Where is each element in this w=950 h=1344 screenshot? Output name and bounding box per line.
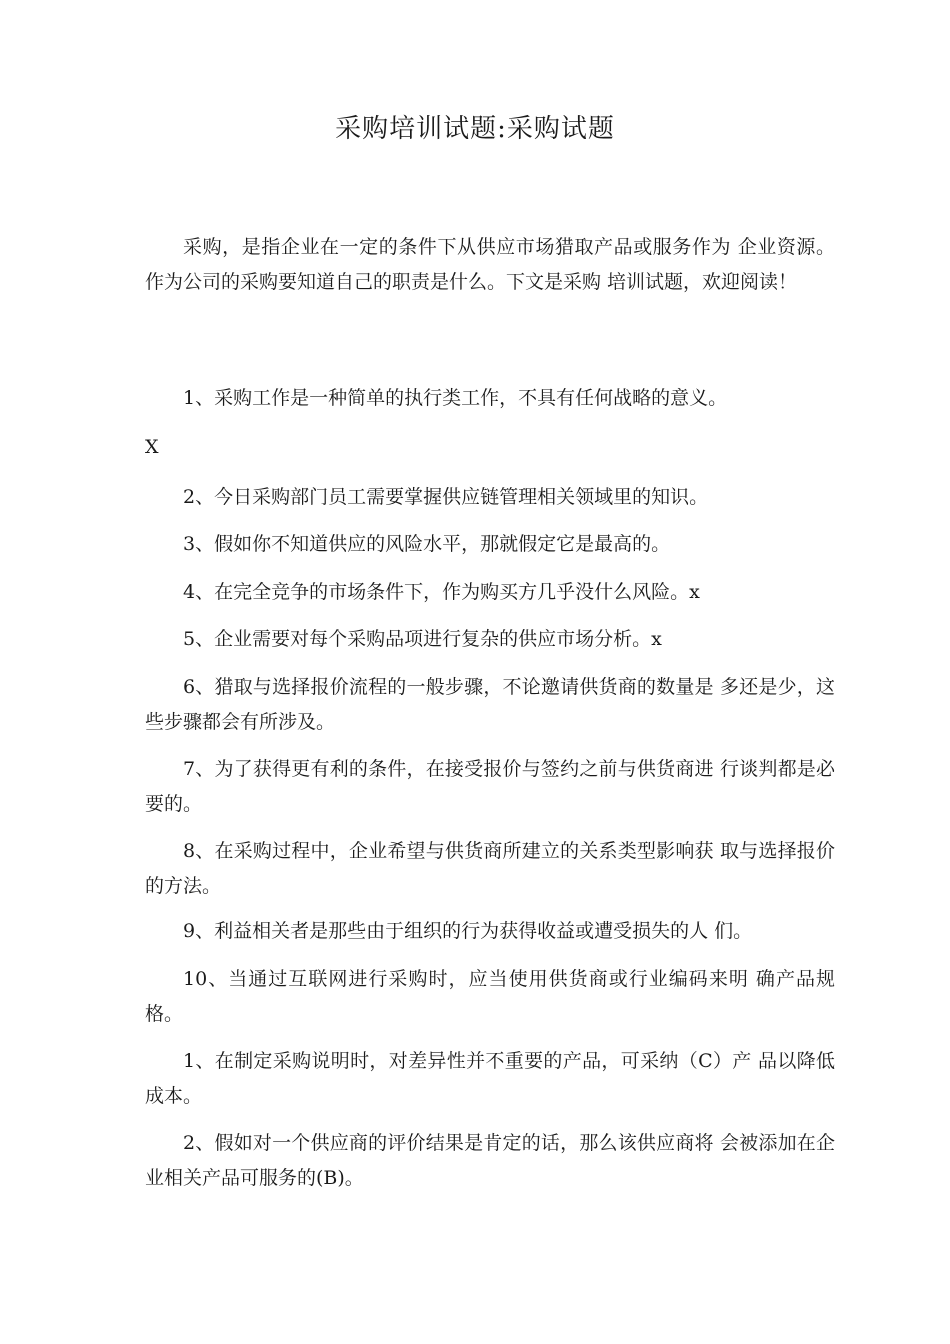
question-1: 1、采购工作是一种简单的执行类工作，不具有任何战略的意义。 [183,387,728,409]
document-title: 采购培训试题:采购试题 [335,114,615,144]
question-10: 10、当通过互联网进行采购时，应当使用供货商或行业编码来明 确产品规格。 [145,968,835,1025]
question-1-answer: X [145,436,159,458]
question-5: 5、企业需要对每个采购品项进行复杂的供应市场分析。x [183,628,662,650]
question-8: 8、在采购过程中，企业希望与供货商所建立的关系类型影响获 取与选择报价的方法。 [145,840,835,897]
question-4: 4、在完全竞争的市场条件下，作为购买方几乎没什么风险。x [183,581,700,603]
question-6: 6、猎取与选择报价流程的一般步骤，不论邀请供货商的数量是 多还是少，这些步骤都会有所涉及。 [145,676,835,733]
question-7: 7、为了获得更有利的条件，在接受报价与签约之前与供货商进 行谈判都是必要的。 [145,758,835,815]
question-9: 9、利益相关者是那些由于组织的行为获得收益或遭受损失的人 们。 [183,920,753,942]
choice-question-2: 2、假如对一个供应商的评价结果是肯定的话，那么该供应商将 会被添加在企业相关产品可服务的(B)。 [145,1132,835,1189]
question-3: 3、假如你不知道供应的风险水平，那就假定它是最高的。 [183,533,671,555]
question-2: 2、今日采购部门员工需要掌握供应链管理相关领域里的知识。 [183,486,709,508]
choice-question-1: 1、在制定采购说明时，对差异性并不重要的产品，可采纳（C）产 品以降低成本。 [145,1050,835,1107]
intro-paragraph: 采购，是指企业在一定的条件下从供应市场猎取产品或服务作为 企业资源。作为公司的采购要知道自己的职责是什么。下文是采购 培训试题，欢迎阅读！ [145,236,835,293]
